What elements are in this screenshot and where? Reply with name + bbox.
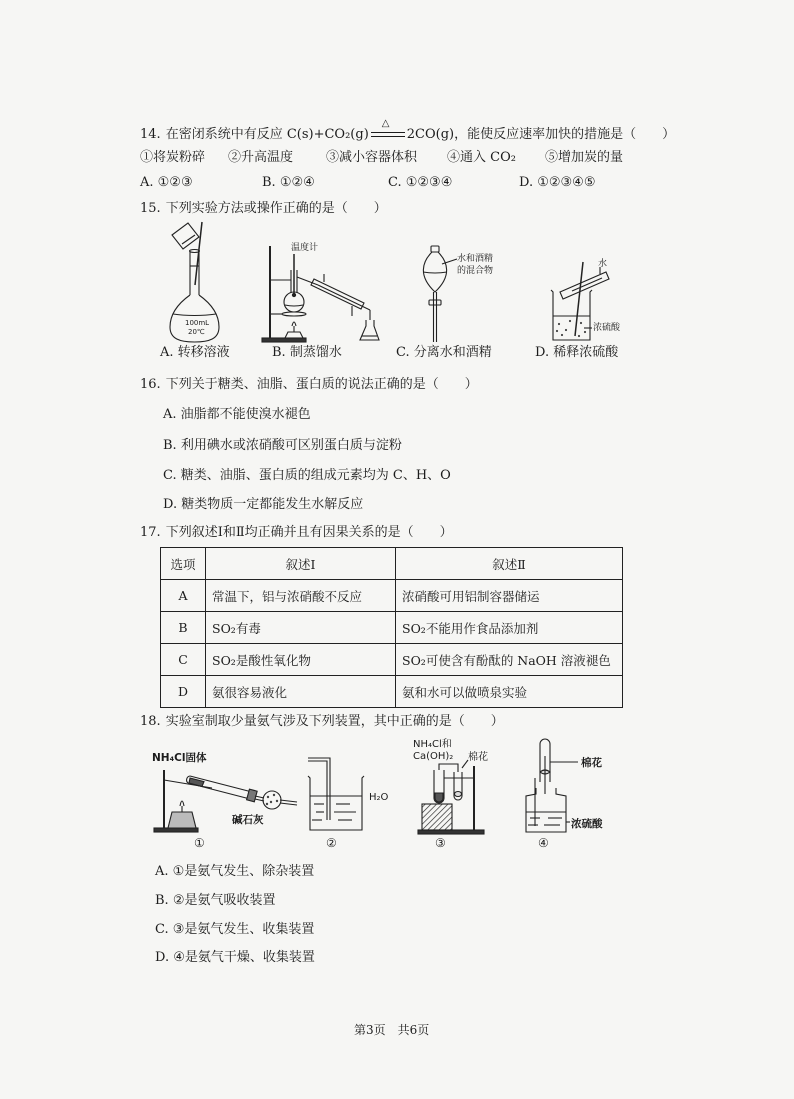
mixture-label-line2: 的混合物 [457, 266, 494, 276]
table-cell-statement-2: 浓硝酸可用铝制容器储运 [396, 580, 623, 612]
q15-stem-text: 下列实验方法或操作正确的是（ ） [165, 201, 387, 216]
q15-number: 15. [140, 201, 161, 216]
reaction-right: 2CO(g) [406, 127, 455, 142]
q14-stem-suffix: ，能使反应速率加快的措施是（ ） [454, 127, 676, 142]
table-cell-statement-2: SO₂可使含有酚酞的 NaOH 溶液褪色 [396, 644, 623, 676]
q16-option-a: A. 油脂都不能使溴水褪色 [163, 407, 311, 422]
q16-number: 16. [140, 377, 161, 392]
q15-caption-d: D. 稀释浓硫酸 [535, 345, 619, 360]
soda-lime-label: 碱石灰 [232, 814, 264, 826]
reaction-equals-sign [371, 118, 405, 137]
reaction-left: C(s)+CO₂(g) [286, 127, 369, 142]
q18-option-d: D. ④是氨气干燥、收集装置 [155, 950, 315, 965]
q15-caption-b: B. 制蒸馏水 [272, 345, 342, 360]
table-cell-statement-2: 氨和水可以做喷泉实验 [396, 676, 623, 708]
table-cell-option: C [161, 644, 206, 676]
mixture-label-line1: 水和酒精 [457, 254, 494, 264]
figure-numeral-3: ③ [435, 836, 446, 850]
ammonia-generator-figure-1 [150, 768, 300, 832]
figure-numeral-4: ④ [538, 836, 549, 850]
table-header-statement-1: 叙述Ⅰ [206, 548, 396, 580]
ammonia-absorber-figure-2 [306, 752, 366, 832]
q16-option-b: B. 利用碘水或浓硝酸可区别蛋白质与淀粉 [163, 438, 402, 453]
table-cell-option: B [161, 612, 206, 644]
table-row [161, 644, 623, 676]
q16-option-d: D. 糖类物质一定都能发生水解反应 [163, 497, 364, 512]
page-number-footer: 第3页 共6页 [354, 1023, 430, 1037]
q18-option-b: B. ②是氨气吸收装置 [155, 893, 276, 908]
q14-choice-d: D. ①②③④⑤ [519, 175, 596, 190]
heat-condition-symbol: △ [381, 118, 390, 129]
q14-measure: ②升高温度 [228, 150, 294, 165]
table-cell-option: D [161, 676, 206, 708]
statement-table [160, 547, 623, 708]
figure-numeral-2: ② [326, 836, 337, 850]
reactants-label-line2: Ca(OH)₂ [413, 751, 454, 762]
q14-measure: ④通入 CO₂ [447, 150, 516, 165]
q18-stem [140, 714, 504, 730]
table-row [161, 676, 623, 708]
water-label: 水 [598, 259, 608, 269]
q14-stem-prefix: 在密闭系统中有反应 [165, 127, 287, 142]
q15-caption-a: A. 转移溶液 [160, 345, 230, 360]
table-row [161, 580, 623, 612]
q14-choice-c: C. ①②③④ [388, 175, 453, 190]
q14-measure: ①将炭粉碎 [140, 150, 206, 165]
table-header-statement-2: 叙述Ⅱ [396, 548, 623, 580]
table-cell-option: A [161, 580, 206, 612]
reactants-label-line1: NH₄Cl和 [413, 739, 452, 750]
q18-option-a: A. ①是氨气发生、除杂装置 [155, 864, 315, 879]
cotton-label: 棉花 [468, 752, 488, 763]
table-cell-statement-1: SO₂是酸性氧化物 [206, 644, 396, 676]
table-cell-statement-1: 氨很容易液化 [206, 676, 396, 708]
conc-sulfuric-acid-label: 浓硫酸 [593, 323, 621, 333]
q18-stem-text: 实验室制取少量氨气涉及下列装置，其中正确的是（ ） [165, 714, 504, 729]
q17-stem [140, 525, 453, 541]
q16-stem [140, 377, 478, 393]
q14-measure: ③减小容器体积 [326, 150, 418, 165]
table-cell-statement-1: 常温下，铝与浓硝酸不反应 [206, 580, 396, 612]
q14-stem [140, 118, 676, 143]
q17-stem-text: 下列叙述Ⅰ和Ⅱ均正确并且有因果关系的是（ ） [165, 525, 453, 540]
conc-sulfuric-acid-label-4: 浓硫酸 [571, 818, 603, 830]
q16-option-c: C. 糖类、油脂、蛋白质的组成元素均为 C、H、O [163, 468, 451, 483]
table-header-option: 选项 [161, 548, 206, 580]
water-h2o-label: H₂O [369, 792, 389, 803]
q14-choice-b: B. ①②④ [262, 175, 315, 190]
flask-volume-label: 100mL [185, 319, 210, 327]
flask-temperature-label: 20℃ [188, 328, 205, 336]
nh4cl-solid-label: NH₄Cl固体 [152, 752, 207, 764]
q14-measure: ⑤增加炭的量 [545, 150, 624, 165]
figure-numeral-1: ① [194, 836, 205, 850]
q17-number: 17. [140, 525, 161, 540]
q15-caption-c: C. 分离水和酒精 [396, 345, 492, 360]
q15-stem [140, 201, 387, 217]
table-cell-statement-2: SO₂不能用作食品添加剂 [396, 612, 623, 644]
table-cell-statement-1: SO₂有毒 [206, 612, 396, 644]
q14-choice-a: A. ①②③ [140, 175, 193, 190]
ammonia-generator-figure-3 [412, 766, 494, 834]
thermometer-label: 温度计 [291, 243, 319, 253]
q14-number: 14. [140, 127, 161, 142]
separatory-funnel-figure [414, 246, 459, 344]
q18-number: 18. [140, 714, 161, 729]
table-row [161, 612, 623, 644]
q16-stem-text: 下列关于糖类、油脂、蛋白质的说法正确的是（ ） [165, 377, 478, 392]
distillation-apparatus-figure [260, 240, 380, 344]
table-header-row [161, 548, 623, 580]
cotton-label-4: 棉花 [581, 757, 602, 769]
q18-option-c: C. ③是氨气发生、收集装置 [155, 922, 315, 937]
